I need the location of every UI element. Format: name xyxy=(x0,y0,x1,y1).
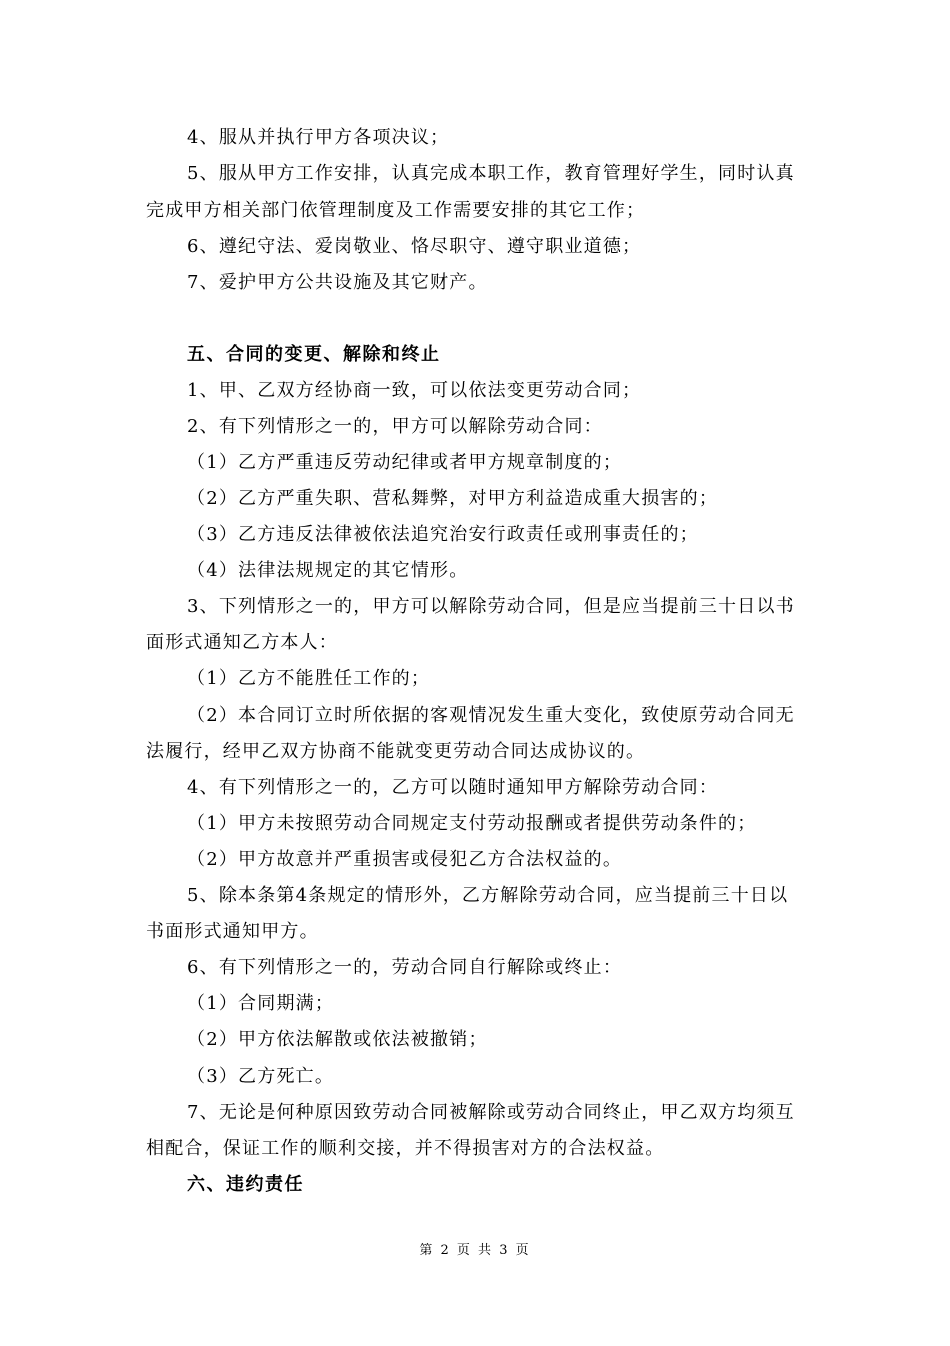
duty-item-5-line-1: 5、服从甲方工作安排，认真完成本职工作，教育管理好学生，同时认真 xyxy=(187,163,795,184)
clause-2: 2、有下列情形之一的，甲方可以解除劳动合同： xyxy=(187,416,603,437)
clause-2-item-1: （1）乙方严重违反劳动纪律或者甲方规章制度的； xyxy=(187,452,623,473)
clause-4: 4、有下列情形之一的，乙方可以随时通知甲方解除劳动合同： xyxy=(187,777,719,798)
clause-6-item-3: （3）乙方死亡。 xyxy=(187,1066,335,1087)
duty-item-4: 4、服从并执行甲方各项决议； xyxy=(187,127,450,148)
duty-item-7: 7、爱护甲方公共设施及其它财产。 xyxy=(187,272,488,293)
clause-5-line-2: 书面形式通知甲方。 xyxy=(146,921,319,942)
clause-2-item-3: （3）乙方违反法律被依法追究治安行政责任或刑事责任的； xyxy=(187,524,699,545)
clause-4-item-1: （1）甲方未按照劳动合同规定支付劳动报酬或者提供劳动条件的； xyxy=(187,813,757,834)
clause-7-line-2: 相配合，保证工作的顺利交接，并不得损害对方的合法权益。 xyxy=(146,1138,665,1159)
clause-7-line-1: 7、无论是何种原因致劳动合同被解除或劳动合同终止，甲乙双方均须互 xyxy=(187,1102,795,1123)
clause-3-line-2: 面形式通知乙方本人： xyxy=(146,632,338,653)
clause-3-item-2-line-2: 法履行，经甲乙双方协商不能就变更劳动合同达成协议的。 xyxy=(146,741,646,762)
clause-1: 1、甲、乙双方经协商一致，可以依法变更劳动合同； xyxy=(187,380,642,401)
clause-6-item-1: （1）合同期满； xyxy=(187,993,335,1014)
duty-item-5-line-2: 完成甲方相关部门依管理制度及工作需要安排的其它工作； xyxy=(146,200,646,221)
clause-5-line-1: 5、除本条第4条规定的情形外，乙方解除劳动合同，应当提前三十日以 xyxy=(187,885,789,906)
clause-4-item-2: （2）甲方故意并严重损害或侵犯乙方合法权益的。 xyxy=(187,849,623,870)
clause-2-item-2: （2）乙方严重失职、营私舞弊，对甲方利益造成重大损害的； xyxy=(187,488,719,509)
section-heading-6: 六、违约责任 xyxy=(187,1174,304,1195)
page-number-footer: 第 2 页 共 3 页 xyxy=(419,1243,531,1258)
duty-item-6: 6、遵纪守法、爱岗敬业、恪尽职守、遵守职业道德； xyxy=(187,236,642,257)
clause-6-item-2: （2）甲方依法解散或依法被撤销； xyxy=(187,1029,488,1050)
section-heading-5: 五、合同的变更、解除和终止 xyxy=(187,344,441,365)
clause-6: 6、有下列情形之一的，劳动合同自行解除或终止： xyxy=(187,957,623,978)
clause-3-item-1: （1）乙方不能胜任工作的； xyxy=(187,668,431,689)
clause-3-line-1: 3、下列情形之一的，甲方可以解除劳动合同，但是应当提前三十日以书 xyxy=(187,596,795,617)
clause-3-item-2-line-1: （2）本合同订立时所依据的客观情况发生重大变化，致使原劳动合同无 xyxy=(187,705,795,726)
clause-2-item-4: （4）法律法规规定的其它情形。 xyxy=(187,560,469,581)
